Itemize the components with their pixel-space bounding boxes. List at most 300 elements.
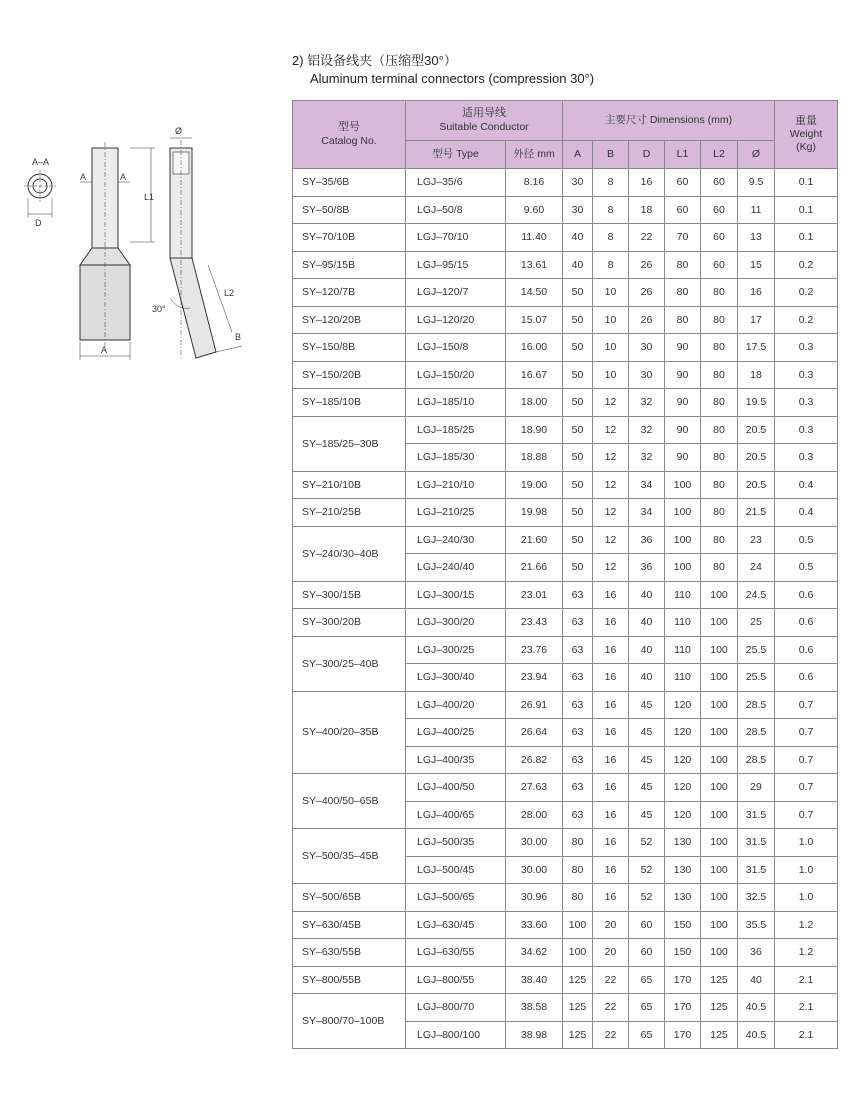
l2-cell: 80 xyxy=(701,416,738,444)
l2-cell: 100 xyxy=(701,829,738,857)
d-cell: 26 xyxy=(629,306,665,334)
catalog-cell: SY–240/30–40B xyxy=(293,526,406,581)
weight-cell: 1.2 xyxy=(775,939,838,967)
a-cell: 80 xyxy=(563,856,593,884)
catalog-cell: SY–210/25B xyxy=(293,499,406,527)
b-cell: 16 xyxy=(593,801,629,829)
a-cell: 50 xyxy=(563,334,593,362)
dim-phi-label: Ø xyxy=(175,126,183,136)
l1-cell: 100 xyxy=(665,526,701,554)
a-cell: 30 xyxy=(563,196,593,224)
a-cell: 80 xyxy=(563,884,593,912)
od-cell: 18.88 xyxy=(506,444,563,472)
l1-cell: 150 xyxy=(665,911,701,939)
phi-cell: 16 xyxy=(738,279,775,307)
front-view xyxy=(80,142,155,360)
d-cell: 40 xyxy=(629,664,665,692)
b-cell: 16 xyxy=(593,581,629,609)
table-row xyxy=(293,691,838,719)
d-cell: 36 xyxy=(629,554,665,582)
od-cell: 21.60 xyxy=(506,526,563,554)
table-row xyxy=(293,499,838,527)
l2-cell: 80 xyxy=(701,306,738,334)
table-row xyxy=(293,224,838,252)
phi-cell: 31.5 xyxy=(738,801,775,829)
weight-cell: 0.3 xyxy=(775,334,838,362)
a-cell: 50 xyxy=(563,526,593,554)
title-cn: 2) 铝设备线夹（压缩型30°） xyxy=(292,53,457,68)
a-cell: 63 xyxy=(563,774,593,802)
l2-cell: 100 xyxy=(701,691,738,719)
section-label: A–A xyxy=(32,157,50,167)
catalog-cell: SY–120/20B xyxy=(293,306,406,334)
spec-table xyxy=(292,100,838,1049)
phi-cell: 23 xyxy=(738,526,775,554)
a-cell: 50 xyxy=(563,361,593,389)
table-row xyxy=(293,471,838,499)
l1-cell: 110 xyxy=(665,664,701,692)
a-cell: 30 xyxy=(563,169,593,197)
l2-cell: 60 xyxy=(701,224,738,252)
b-cell: 10 xyxy=(593,306,629,334)
d-cell: 40 xyxy=(629,609,665,637)
l1-cell: 130 xyxy=(665,856,701,884)
type-cell: LGJ–70/10 xyxy=(406,224,506,252)
l1-cell: 170 xyxy=(665,994,701,1022)
header-a: A xyxy=(563,141,593,169)
l1-cell: 110 xyxy=(665,581,701,609)
type-cell: LGJ–300/20 xyxy=(406,609,506,637)
catalog-cell: SY–50/8B xyxy=(293,196,406,224)
b-cell: 12 xyxy=(593,389,629,417)
b-cell: 12 xyxy=(593,526,629,554)
table-row xyxy=(293,361,838,389)
l2-cell: 100 xyxy=(701,856,738,884)
table-row xyxy=(293,416,838,444)
phi-cell: 29 xyxy=(738,774,775,802)
weight-cell: 0.6 xyxy=(775,581,838,609)
weight-cell: 0.7 xyxy=(775,774,838,802)
phi-cell: 35.5 xyxy=(738,911,775,939)
weight-cell: 0.1 xyxy=(775,196,838,224)
l1-cell: 90 xyxy=(665,416,701,444)
b-cell: 12 xyxy=(593,554,629,582)
b-cell: 16 xyxy=(593,719,629,747)
weight-cell: 1.2 xyxy=(775,911,838,939)
l2-cell: 125 xyxy=(701,994,738,1022)
type-cell: LGJ–35/6 xyxy=(406,169,506,197)
weight-cell: 0.6 xyxy=(775,664,838,692)
catalog-cell: SY–120/7B xyxy=(293,279,406,307)
weight-cell: 0.2 xyxy=(775,251,838,279)
type-cell: LGJ–50/8 xyxy=(406,196,506,224)
phi-cell: 11 xyxy=(738,196,775,224)
header-l2: L2 xyxy=(701,141,738,169)
l1-cell: 80 xyxy=(665,306,701,334)
dim-d-label: D xyxy=(35,218,42,228)
d-cell: 45 xyxy=(629,774,665,802)
l2-cell: 60 xyxy=(701,169,738,197)
header-b: B xyxy=(593,141,629,169)
type-cell: LGJ–210/10 xyxy=(406,471,506,499)
type-cell: LGJ–630/45 xyxy=(406,911,506,939)
weight-cell: 1.0 xyxy=(775,856,838,884)
b-cell: 12 xyxy=(593,471,629,499)
a-cell: 63 xyxy=(563,719,593,747)
weight-cell: 0.5 xyxy=(775,554,838,582)
l1-cell: 120 xyxy=(665,746,701,774)
table-row xyxy=(293,884,838,912)
b-cell: 10 xyxy=(593,279,629,307)
l1-cell: 80 xyxy=(665,279,701,307)
od-cell: 38.98 xyxy=(506,1021,563,1049)
table-row xyxy=(293,939,838,967)
l2-cell: 100 xyxy=(701,774,738,802)
d-cell: 30 xyxy=(629,361,665,389)
header-conductor-cn: 适用导线 xyxy=(462,107,506,120)
od-cell: 13.61 xyxy=(506,251,563,279)
title-en: Aluminum terminal connectors (compression 30°) xyxy=(310,71,595,86)
od-cell: 11.40 xyxy=(506,224,563,252)
catalog-cell: SY–185/25–30B xyxy=(293,416,406,471)
type-cell: LGJ–120/7 xyxy=(406,279,506,307)
section-view xyxy=(24,157,56,228)
od-cell: 34.62 xyxy=(506,939,563,967)
weight-cell: 2.1 xyxy=(775,994,838,1022)
a-cell: 50 xyxy=(563,554,593,582)
b-cell: 16 xyxy=(593,774,629,802)
l2-cell: 80 xyxy=(701,279,738,307)
od-cell: 33.60 xyxy=(506,911,563,939)
a-cell: 63 xyxy=(563,746,593,774)
l1-cell: 120 xyxy=(665,719,701,747)
l2-cell: 80 xyxy=(701,444,738,472)
l2-cell: 80 xyxy=(701,471,738,499)
table-row xyxy=(293,279,838,307)
table-row xyxy=(293,994,838,1022)
phi-cell: 28.5 xyxy=(738,719,775,747)
b-cell: 16 xyxy=(593,884,629,912)
header-d: D xyxy=(629,141,665,169)
type-cell: LGJ–630/55 xyxy=(406,939,506,967)
d-cell: 34 xyxy=(629,499,665,527)
od-cell: 23.94 xyxy=(506,664,563,692)
type-cell: LGJ–800/100 xyxy=(406,1021,506,1049)
d-cell: 32 xyxy=(629,389,665,417)
dim-b-label: B xyxy=(235,332,242,342)
table-row xyxy=(293,966,838,994)
weight-cell: 0.7 xyxy=(775,691,838,719)
a-cell: 100 xyxy=(563,911,593,939)
phi-cell: 32.5 xyxy=(738,884,775,912)
b-cell: 8 xyxy=(593,169,629,197)
od-cell: 30.00 xyxy=(506,856,563,884)
weight-cell: 0.1 xyxy=(775,224,838,252)
od-cell: 28.00 xyxy=(506,801,563,829)
table-row xyxy=(293,526,838,554)
l2-cell: 60 xyxy=(701,196,738,224)
l1-cell: 90 xyxy=(665,444,701,472)
catalog-cell: SY–35/6B xyxy=(293,169,406,197)
phi-cell: 20.5 xyxy=(738,416,775,444)
phi-cell: 17 xyxy=(738,306,775,334)
type-cell: LGJ–240/40 xyxy=(406,554,506,582)
catalog-cell: SY–500/35–45B xyxy=(293,829,406,884)
catalog-cell: SY–150/20B xyxy=(293,361,406,389)
header-catalog-en: Catalog No. xyxy=(321,134,377,147)
weight-cell: 0.2 xyxy=(775,306,838,334)
l2-cell: 100 xyxy=(701,581,738,609)
b-cell: 20 xyxy=(593,911,629,939)
d-cell: 16 xyxy=(629,169,665,197)
b-cell: 20 xyxy=(593,939,629,967)
b-cell: 8 xyxy=(593,224,629,252)
table-row xyxy=(293,581,838,609)
l2-cell: 100 xyxy=(701,664,738,692)
d-cell: 65 xyxy=(629,994,665,1022)
od-cell: 26.64 xyxy=(506,719,563,747)
od-cell: 19.98 xyxy=(506,499,563,527)
weight-cell: 0.4 xyxy=(775,499,838,527)
phi-cell: 25.5 xyxy=(738,664,775,692)
weight-cell: 0.7 xyxy=(775,746,838,774)
catalog-cell: SY–630/55B xyxy=(293,939,406,967)
catalog-cell: SY–300/15B xyxy=(293,581,406,609)
d-cell: 40 xyxy=(629,636,665,664)
catalog-cell: SY–70/10B xyxy=(293,224,406,252)
section-mark-right: A xyxy=(120,172,127,182)
a-cell: 63 xyxy=(563,609,593,637)
l2-cell: 100 xyxy=(701,719,738,747)
b-cell: 22 xyxy=(593,966,629,994)
header-catalog-cn: 型号 xyxy=(338,121,360,134)
b-cell: 22 xyxy=(593,994,629,1022)
d-cell: 26 xyxy=(629,279,665,307)
catalog-cell: SY–150/8B xyxy=(293,334,406,362)
phi-cell: 21.5 xyxy=(738,499,775,527)
weight-cell: 0.3 xyxy=(775,361,838,389)
od-cell: 30.00 xyxy=(506,829,563,857)
phi-cell: 28.5 xyxy=(738,746,775,774)
od-cell: 18.00 xyxy=(506,389,563,417)
type-cell: LGJ–800/55 xyxy=(406,966,506,994)
weight-cell: 0.7 xyxy=(775,801,838,829)
header-od: 外径 mm xyxy=(506,141,563,169)
section-mark-left: A xyxy=(80,172,87,182)
weight-cell: 0.3 xyxy=(775,416,838,444)
dim-l1-label: L1 xyxy=(144,192,155,202)
d-cell: 22 xyxy=(629,224,665,252)
l1-cell: 120 xyxy=(665,691,701,719)
l2-cell: 80 xyxy=(701,526,738,554)
od-cell: 26.82 xyxy=(506,746,563,774)
l1-cell: 110 xyxy=(665,609,701,637)
l2-cell: 100 xyxy=(701,911,738,939)
a-cell: 50 xyxy=(563,389,593,417)
d-cell: 26 xyxy=(629,251,665,279)
l2-cell: 125 xyxy=(701,1021,738,1049)
l1-cell: 100 xyxy=(665,554,701,582)
header-type: 型号 Type xyxy=(406,141,506,169)
d-cell: 30 xyxy=(629,334,665,362)
phi-cell: 40.5 xyxy=(738,994,775,1022)
type-cell: LGJ–300/40 xyxy=(406,664,506,692)
phi-cell: 25 xyxy=(738,609,775,637)
a-cell: 63 xyxy=(563,691,593,719)
phi-cell: 28.5 xyxy=(738,691,775,719)
b-cell: 8 xyxy=(593,251,629,279)
l2-cell: 100 xyxy=(701,746,738,774)
d-cell: 45 xyxy=(629,719,665,747)
type-cell: LGJ–500/65 xyxy=(406,884,506,912)
a-cell: 50 xyxy=(563,499,593,527)
a-cell: 40 xyxy=(563,224,593,252)
phi-cell: 9.5 xyxy=(738,169,775,197)
od-cell: 16.67 xyxy=(506,361,563,389)
weight-cell: 0.5 xyxy=(775,526,838,554)
l1-cell: 170 xyxy=(665,966,701,994)
catalog-cell: SY–400/20–35B xyxy=(293,691,406,774)
phi-cell: 24.5 xyxy=(738,581,775,609)
table-row xyxy=(293,306,838,334)
od-cell: 19.00 xyxy=(506,471,563,499)
catalog-cell: SY–185/10B xyxy=(293,389,406,417)
type-cell: LGJ–400/50 xyxy=(406,774,506,802)
a-cell: 50 xyxy=(563,444,593,472)
catalog-cell: SY–800/55B xyxy=(293,966,406,994)
header-conductor-en: Suitable Conductor xyxy=(439,120,529,133)
table-row xyxy=(293,829,838,857)
l1-cell: 110 xyxy=(665,636,701,664)
table-row xyxy=(293,169,838,197)
l2-cell: 80 xyxy=(701,361,738,389)
weight-cell: 0.7 xyxy=(775,719,838,747)
header-weight-en: Weight xyxy=(789,128,823,141)
l2-cell: 125 xyxy=(701,966,738,994)
l2-cell: 80 xyxy=(701,389,738,417)
l1-cell: 80 xyxy=(665,251,701,279)
type-cell: LGJ–210/25 xyxy=(406,499,506,527)
b-cell: 16 xyxy=(593,746,629,774)
b-cell: 16 xyxy=(593,856,629,884)
type-cell: LGJ–185/30 xyxy=(406,444,506,472)
a-cell: 50 xyxy=(563,306,593,334)
l1-cell: 170 xyxy=(665,1021,701,1049)
od-cell: 38.58 xyxy=(506,994,563,1022)
catalog-cell: SY–400/50–65B xyxy=(293,774,406,829)
l1-cell: 120 xyxy=(665,774,701,802)
d-cell: 32 xyxy=(629,416,665,444)
weight-cell: 0.6 xyxy=(775,609,838,637)
phi-cell: 19.5 xyxy=(738,389,775,417)
od-cell: 16.00 xyxy=(506,334,563,362)
l2-cell: 100 xyxy=(701,884,738,912)
a-cell: 50 xyxy=(563,471,593,499)
table-header xyxy=(293,101,838,169)
b-cell: 16 xyxy=(593,829,629,857)
d-cell: 34 xyxy=(629,471,665,499)
phi-cell: 25.5 xyxy=(738,636,775,664)
type-cell: LGJ–185/25 xyxy=(406,416,506,444)
table-row xyxy=(293,911,838,939)
phi-cell: 31.5 xyxy=(738,856,775,884)
l1-cell: 130 xyxy=(665,829,701,857)
l2-cell: 80 xyxy=(701,554,738,582)
a-cell: 63 xyxy=(563,581,593,609)
od-cell: 26.91 xyxy=(506,691,563,719)
a-cell: 63 xyxy=(563,636,593,664)
a-cell: 63 xyxy=(563,801,593,829)
catalog-cell: SY–210/10B xyxy=(293,471,406,499)
type-cell: LGJ–500/45 xyxy=(406,856,506,884)
a-cell: 50 xyxy=(563,416,593,444)
weight-cell: 0.6 xyxy=(775,636,838,664)
l1-cell: 120 xyxy=(665,801,701,829)
type-cell: LGJ–120/20 xyxy=(406,306,506,334)
connector-drawing xyxy=(20,120,260,380)
d-cell: 32 xyxy=(629,444,665,472)
b-cell: 8 xyxy=(593,196,629,224)
table-row xyxy=(293,774,838,802)
d-cell: 65 xyxy=(629,966,665,994)
weight-cell: 0.2 xyxy=(775,279,838,307)
l2-cell: 100 xyxy=(701,801,738,829)
b-cell: 16 xyxy=(593,664,629,692)
phi-cell: 15 xyxy=(738,251,775,279)
l1-cell: 60 xyxy=(665,196,701,224)
d-cell: 45 xyxy=(629,746,665,774)
od-cell: 8.16 xyxy=(506,169,563,197)
b-cell: 12 xyxy=(593,444,629,472)
a-cell: 125 xyxy=(563,994,593,1022)
od-cell: 38.40 xyxy=(506,966,563,994)
type-cell: LGJ–300/15 xyxy=(406,581,506,609)
weight-cell: 1.0 xyxy=(775,829,838,857)
d-cell: 18 xyxy=(629,196,665,224)
table-body xyxy=(293,169,838,1049)
od-cell: 27.63 xyxy=(506,774,563,802)
weight-cell: 0.3 xyxy=(775,444,838,472)
phi-cell: 40 xyxy=(738,966,775,994)
type-cell: LGJ–800/70 xyxy=(406,994,506,1022)
phi-cell: 18 xyxy=(738,361,775,389)
od-cell: 23.43 xyxy=(506,609,563,637)
type-cell: LGJ–150/20 xyxy=(406,361,506,389)
d-cell: 52 xyxy=(629,884,665,912)
od-cell: 15.07 xyxy=(506,306,563,334)
header-dimensions: 主要尺寸 Dimensions (mm) xyxy=(563,101,775,141)
type-cell: LGJ–400/25 xyxy=(406,719,506,747)
phi-cell: 13 xyxy=(738,224,775,252)
l1-cell: 130 xyxy=(665,884,701,912)
phi-cell: 20.5 xyxy=(738,444,775,472)
weight-cell: 1.0 xyxy=(775,884,838,912)
od-cell: 21.66 xyxy=(506,554,563,582)
l1-cell: 90 xyxy=(665,361,701,389)
l1-cell: 150 xyxy=(665,939,701,967)
type-cell: LGJ–500/35 xyxy=(406,829,506,857)
catalog-cell: SY–500/65B xyxy=(293,884,406,912)
d-cell: 36 xyxy=(629,526,665,554)
l2-cell: 60 xyxy=(701,251,738,279)
side-view xyxy=(152,126,242,360)
header-conductor xyxy=(406,101,563,141)
type-cell: LGJ–300/25 xyxy=(406,636,506,664)
l1-cell: 70 xyxy=(665,224,701,252)
l2-cell: 100 xyxy=(701,636,738,664)
a-cell: 80 xyxy=(563,829,593,857)
table-row xyxy=(293,196,838,224)
